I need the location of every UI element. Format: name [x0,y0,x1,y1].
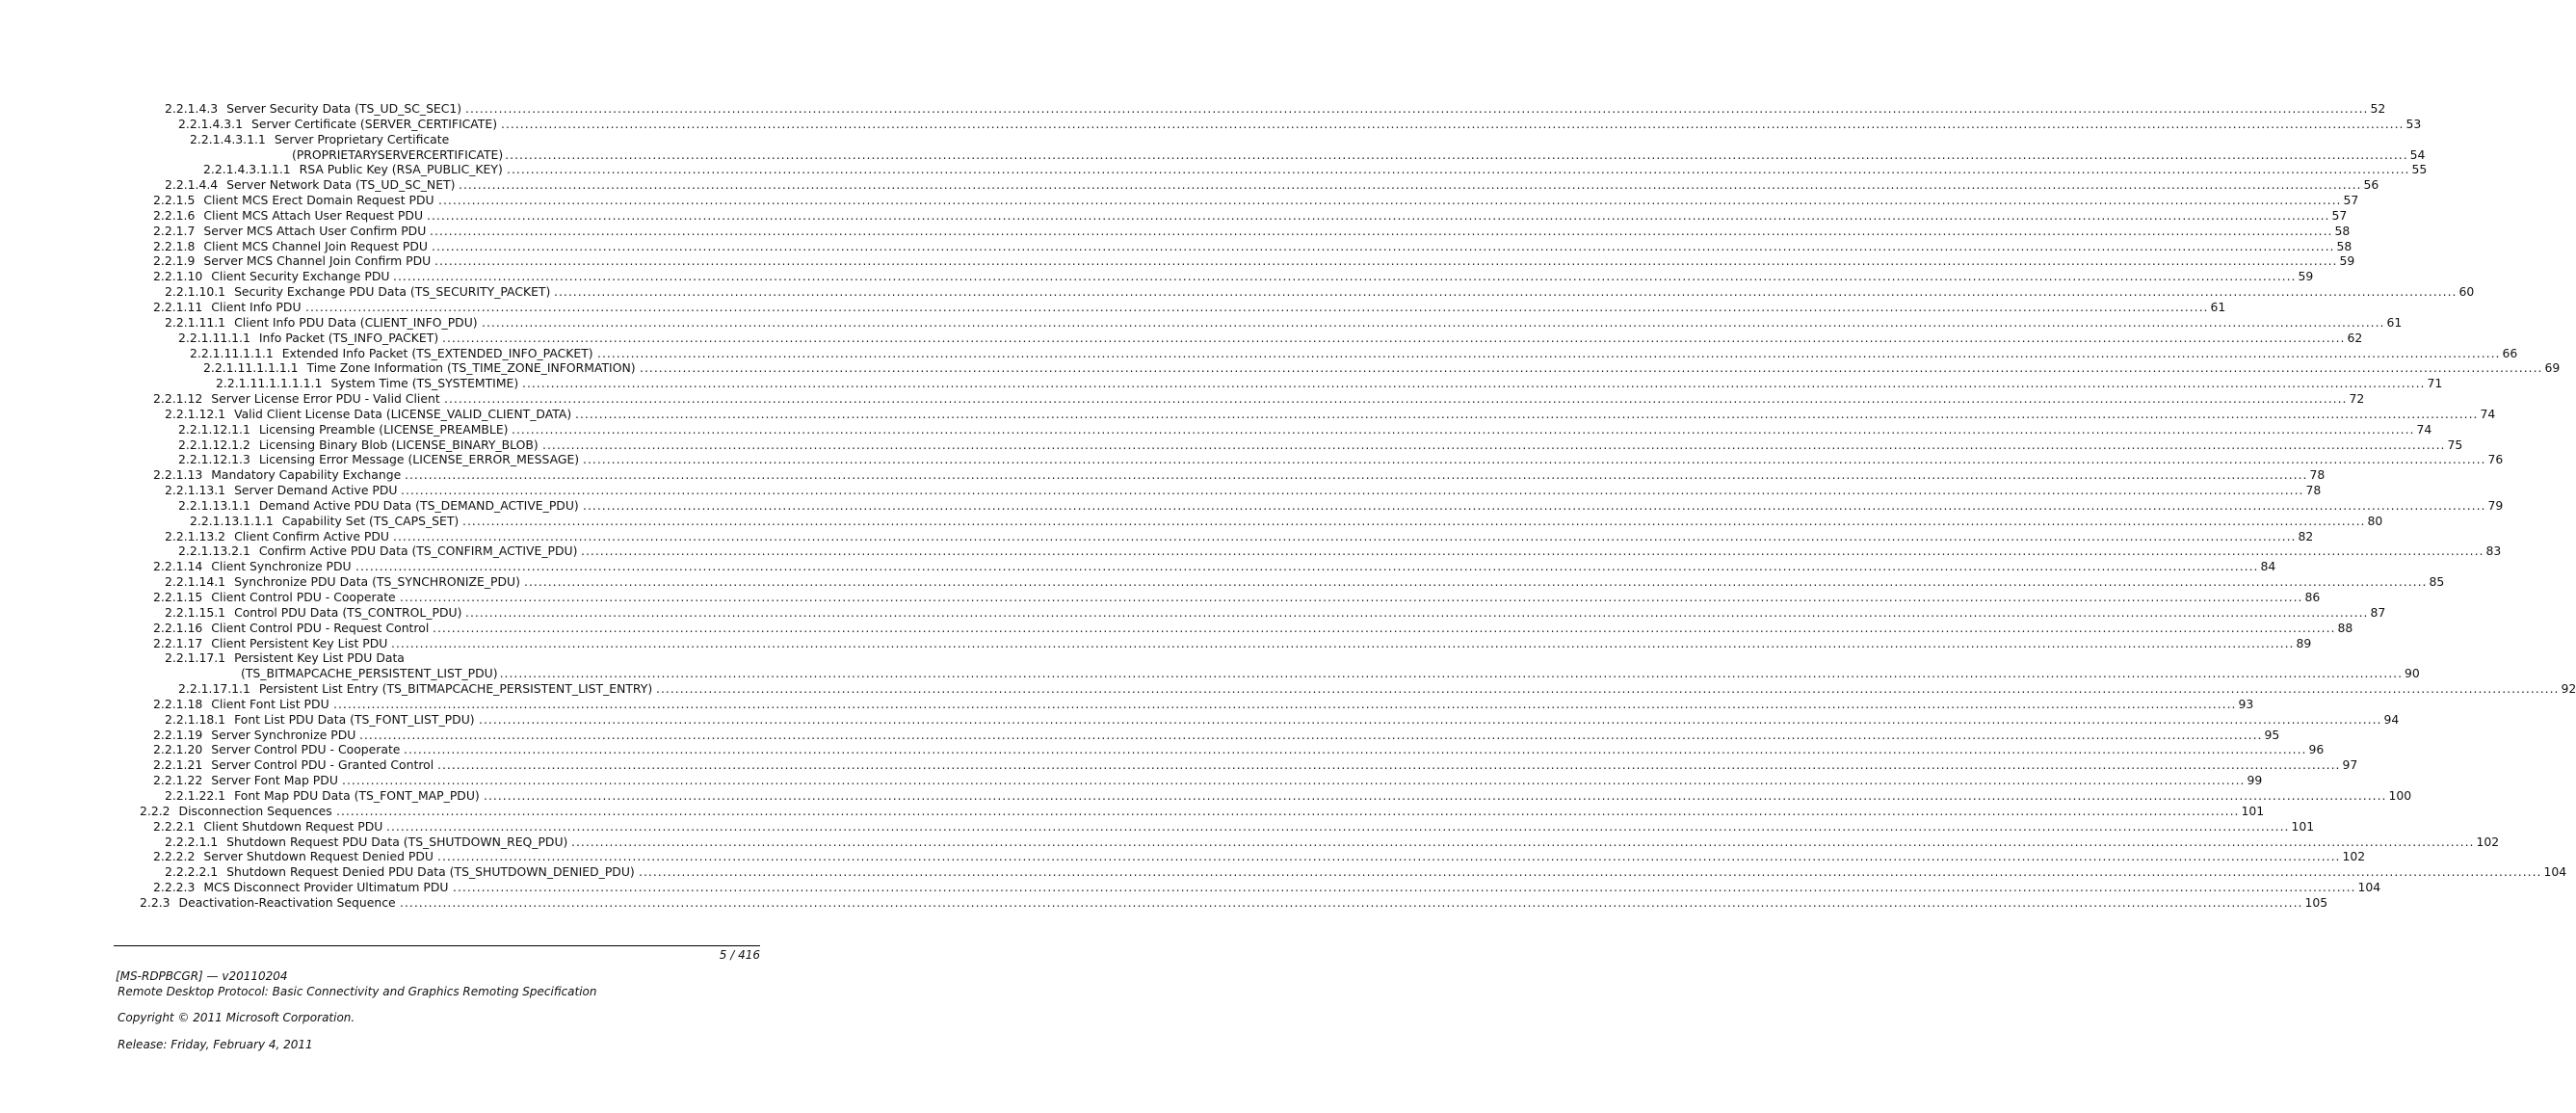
toc-entry-title: Server Certificate (SERVER_CERTIFICATE) [251,116,498,131]
dot-leader: ................................................................................................................................................................................................................................................................................................................................................................................................................ [438,193,2342,208]
toc-entry-title: Licensing Binary Blob (LICENSE_BINARY_BLOB) [258,437,539,452]
toc-entry[interactable] [0,284,2475,300]
toc-entry-page: 69 [2544,360,2561,376]
dot-leader: ................................................................................................................................................................................................................................................................................................................................................................................................................ [432,238,2335,253]
toc-entry-page: 102 [2342,849,2366,864]
toc-entry-page: 66 [2502,345,2518,360]
dot-leader: ................................................................................................................................................................................................................................................................................................................................................................................................................ [583,497,2486,513]
dot-leader: ................................................................................................................................................................................................................................................................................................................................................................................................................ [571,834,2475,849]
toc-entry-title: Client MCS Attach User Request PDU [203,207,424,223]
toc-entry-number: 2.2.1.4.3.1.1 [190,131,266,146]
toc-entry-number: 2.2.1.11 [153,299,203,314]
toc-entry-title: Licensing Error Message (LICENSE_ERROR_MESSAGE) [258,452,580,467]
toc-entry-page: 57 [2343,193,2359,208]
toc-entry-number: 2.2.1.13.1 [165,483,226,498]
toc-entry-number: 2.2.1.12.1 [165,406,226,421]
toc-entry-title: Synchronize PDU Data (TS_SYNCHRONIZE_PDU) [234,574,520,590]
toc-entry-number: 2.2.1.14 [153,559,203,574]
dot-leader: ................................................................................................................................................................................................................................................................................................................................................................................................................ [501,116,2405,131]
toc-entry-number: 2.2.1.9 [153,253,196,269]
toc-entry[interactable] [0,635,2312,651]
toc-entry-title: Time Zone Information (TS_TIME_ZONE_INFORMATION) [306,360,636,376]
dot-leader: ................................................................................................................................................................................................................................................................................................................................................................................................................ [393,528,2297,543]
toc-entry[interactable] [0,513,2383,529]
toc-entry-page: 94 [2383,711,2400,727]
toc-entry-title: Capability Set (TS_CAPS_SET) [281,513,460,528]
toc-entry-title: Client Confirm Active PDU [234,528,389,543]
toc-entry-page: 58 [2334,223,2351,238]
toc-entry-page: 88 [2337,620,2353,635]
dot-leader: ................................................................................................................................................................................................................................................................................................................................................................................................................ [391,635,2295,650]
toc-entry[interactable] [0,314,2403,331]
toc-entry-title: Server Security Data (TS_UD_SC_SEC1) [226,101,462,116]
dot-leader: ................................................................................................................................................................................................................................................................................................................................................................................................................ [336,803,2240,818]
dot-leader: ................................................................................................................................................................................................................................................................................................................................................................................................................ [465,604,2369,620]
dot-leader: ................................................................................................................................................................................................................................................................................................................................................................................................................ [597,345,2501,360]
toc-entry-title: Server MCS Attach User Confirm PDU [203,223,427,238]
toc-entry-page: 97 [2342,757,2358,773]
toc-entry-page: 78 [2305,483,2322,498]
toc-entry-title: Client Control PDU - Cooperate [211,590,396,604]
toc-entry-title: Server Font Map PDU [211,773,338,788]
toc-entry[interactable] [0,360,2561,376]
toc-entry-number: 2.2.1.12.1.1 [178,421,250,437]
dot-leader: ................................................................................................................................................................................................................................................................................................................................................................................................................ [400,894,2303,910]
toc-entry-page: 90 [2405,666,2420,681]
toc-entry-page: 55 [2411,162,2428,177]
page-number: 5 / 416 [719,948,760,962]
toc-entry-title: Demand Active PDU Data (TS_DEMAND_ACTIVE_PDU) [258,497,579,513]
dot-leader: ................................................................................................................................................................................................................................................................................................................................................................................................................ [542,437,2446,452]
toc-entry-page: 105 [2304,894,2328,910]
toc-entry[interactable] [0,711,2400,728]
dot-leader: ................................................................................................................................................................................................................................................................................................................................................................................................................ [524,574,2428,590]
toc-entry-page: 52 [2370,101,2386,116]
toc-entry[interactable] [0,467,2326,483]
dot-leader: ................................................................................................................................................................................................................................................................................................................................................................................................................ [479,711,2382,727]
dot-leader: ................................................................................................................................................................................................................................................................................................................................................................................................................ [459,177,2362,193]
toc-entry-page: 74 [2416,421,2432,437]
toc-entry-page: 56 [2363,177,2379,193]
toc-entry[interactable] [0,590,2321,605]
toc-entry[interactable] [0,559,2276,574]
toc-entry-number: 2.2.1.16 [153,620,203,635]
toc-entry-page: 104 [2357,880,2381,895]
toc-entry[interactable] [0,452,2504,467]
toc-entry-page: 79 [2487,497,2504,513]
toc-entry[interactable] [0,773,2263,788]
toc-entry-title: Server Shutdown Request Denied PDU [203,849,434,864]
toc-entry[interactable] [0,849,2366,864]
dot-leader: ................................................................................................................................................................................................................................................................................................................................................................................................................ [405,467,2308,483]
toc-entry-page: 104 [2543,864,2567,880]
toc-entry-title: Security Exchange PDU Data (TS_SECURITY_PACKET) [234,284,551,300]
dot-leader: ................................................................................................................................................................................................................................................................................................................................................................................................................ [656,681,2560,697]
toc-entry-page: 62 [2347,330,2363,345]
toc-entry-page: 83 [2485,543,2502,559]
toc-entry-title: Licensing Preamble (LICENSE_PREAMBLE) [258,421,509,437]
toc-entry-page: 59 [2339,253,2355,269]
toc-entry[interactable] [0,497,2504,514]
toc-entry-title: Extended Info Packet (TS_EXTENDED_INFO_PACKET) [281,345,593,360]
toc-entry-title: Control PDU Data (TS_CONTROL_PDU) [234,604,462,620]
dot-leader: ................................................................................................................................................................................................................................................................................................................................................................................................................ [453,880,2356,895]
toc-entry-number: 2.2.1.10 [153,269,203,284]
toc-entry-title-continued: (PROPRIETARYSERVERCERTIFICATE) [292,146,504,162]
toc-entry[interactable] [0,604,2386,621]
toc-entry-title: MCS Disconnect Provider Ultimatum PDU [203,880,449,895]
dot-leader: ................................................................................................................................................................................................................................................................................................................................................................................................................ [437,849,2341,864]
toc-entry-page: 59 [2298,269,2314,284]
toc-entry-page: 61 [2386,314,2403,330]
toc-entry[interactable] [0,620,2353,636]
toc-entry-page: 101 [2241,803,2265,818]
toc-entry-number: 2.2.1.12 [153,391,203,407]
toc-entry-title: Server License Error PDU - Valid Client [211,391,440,407]
toc-entry-number: 2.2.1.22.1 [165,787,226,803]
toc-entry[interactable] [0,757,2358,773]
toc-entry[interactable] [0,193,2359,208]
toc-entry-number: 2.2.1.19 [153,727,203,742]
toc-entry-title: Client Security Exchange PDU [211,269,390,284]
toc-entry-number: 2.2.1.18.1 [165,711,226,727]
toc-entry-page: 85 [2429,574,2445,590]
toc-entry[interactable] [0,880,2381,895]
toc-entry-title: RSA Public Key (RSA_PUBLIC_KEY) [299,162,503,177]
toc-entry-number: 2.2.1.11.1.1.1.1.1 [216,376,323,391]
dot-leader: ................................................................................................................................................................................................................................................................................................................................................................................................................ [333,696,2237,711]
toc-entry[interactable] [0,391,2365,407]
toc-entry-page: 102 [2476,834,2500,849]
dot-leader: ................................................................................................................................................................................................................................................................................................................................................................................................................ [507,162,2410,177]
toc-entry[interactable] [0,101,2386,117]
doc-id: [MS-RDPBCGR] — v20110204 [116,969,288,983]
dot-leader: ................................................................................................................................................................................................................................................................................................................................................................................................................ [442,330,2346,345]
dot-leader: ................................................................................................................................................................................................................................................................................................................................................................................................................ [462,513,2366,528]
dot-leader: ................................................................................................................................................................................................................................................................................................................................................................................................................ [400,590,2303,604]
toc-entry-title: Font Map PDU Data (TS_FONT_MAP_PDU) [234,787,480,803]
toc-entry[interactable] [0,818,2315,835]
toc-entry-page: 72 [2349,391,2365,407]
toc-entry[interactable] [0,650,2420,681]
toc-entry[interactable] [0,299,2226,315]
toc-entry-title: Server Control PDU - Cooperate [211,742,401,757]
toc-entry[interactable] [0,543,2502,559]
toc-entry[interactable] [0,834,2500,850]
doc-title: Remote Desktop Protocol: Basic Connectivity and Graphics Remoting Specification [118,985,597,998]
toc-entry-number: 2.2.1.15.1 [165,604,226,620]
dot-leader: ................................................................................................................................................................................................................................................................................................................................................................................................................ [342,773,2246,788]
toc-entry-title: Client MCS Erect Domain Request PDU [203,193,434,208]
dot-leader: ................................................................................................................................................................................................................................................................................................................................................................................................................ [554,284,2458,300]
toc-entry-title: Client Shutdown Request PDU [203,818,383,834]
toc-entry[interactable] [0,787,2412,804]
toc-entry-title: Valid Client License Data (LICENSE_VALID_CLIENT_DATA) [234,406,572,421]
toc-entry-number: 2.2.1.13.1.1 [178,497,250,513]
toc-entry-title: Mandatory Capability Exchange [211,467,402,483]
dot-leader: ................................................................................................................................................................................................................................................................................................................................................................................................................ [499,666,2404,681]
toc-entry-page: 80 [2367,513,2383,528]
toc-entry-number: 2.2.1.4.3.1.1.1 [203,162,291,177]
toc-entry-page: 86 [2304,590,2321,604]
toc-entry-title: Client Info PDU [211,299,302,314]
dot-leader: ................................................................................................................................................................................................................................................................................................................................................................................................................ [427,207,2330,223]
dot-leader: ................................................................................................................................................................................................................................................................................................................................................................................................................ [444,391,2348,407]
toc-entry-page: 87 [2370,604,2386,620]
dot-leader: ................................................................................................................................................................................................................................................................................................................................................................................................................ [433,620,2336,635]
toc-entry-page: 99 [2247,773,2263,788]
toc-entry-number: 2.2.2.3 [153,880,196,895]
toc-entry-page: 84 [2260,559,2276,574]
toc-entry-number: 2.2.1.11.1.1 [178,330,250,345]
toc-entry-number: 2.2.1.21 [153,757,203,773]
toc-entry-page: 96 [2308,742,2325,757]
dot-leader: ................................................................................................................................................................................................................................................................................................................................................................................................................ [430,223,2333,238]
dot-leader: ................................................................................................................................................................................................................................................................................................................................................................................................................ [393,269,2297,284]
toc-entry-title: Shutdown Request PDU Data (TS_SHUTDOWN_REQ_PDU) [226,834,568,849]
toc-entry-page: 101 [2291,818,2315,834]
toc-entry-title: Font List PDU Data (TS_FONT_LIST_PDU) [234,711,475,727]
toc-entry-page: 60 [2458,284,2475,300]
toc-entry[interactable] [0,864,2567,880]
toc-entry-page: 75 [2447,437,2463,452]
toc-entry-page: 53 [2405,116,2422,131]
toc-entry-number: 2.2.1.4.4 [165,177,219,193]
toc-entry-number: 2.2.1.7 [153,223,196,238]
toc-entry-title: Confirm Active PDU Data (TS_CONFIRM_ACTIVE_PDU) [258,543,578,559]
toc-entry-title: Client Font List PDU [211,696,329,711]
footer-divider [114,945,760,946]
toc-entry-title: Server Proprietary Certificate [274,131,450,146]
toc-entry-number: 2.2.1.13 [153,467,203,483]
toc-entry-number: 2.2.1.11.1.1.1 [190,345,274,360]
toc-entry-number: 2.2.1.5 [153,193,196,208]
toc-entry-number: 2.2.2.2.1 [165,864,219,880]
toc-entry-title: Shutdown Request Denied PDU Data (TS_SHUTDOWN_DENIED_PDU) [226,864,635,880]
dot-leader: ................................................................................................................................................................................................................................................................................................................................................................................................................ [355,559,2259,574]
toc-entry[interactable] [0,437,2463,453]
dot-leader: ................................................................................................................................................................................................................................................................................................................................................................................................................ [640,360,2543,376]
toc-entry-page: 78 [2309,467,2326,483]
toc-entry-number: 2.2.1.17.1.1 [178,681,250,697]
toc-entry[interactable] [0,253,2355,269]
toc-entry-page: 89 [2296,635,2312,650]
toc-entry-number: 2.2.2.2 [153,849,196,864]
toc-entry[interactable] [0,894,2328,911]
toc-entry-number: 2.2.1.10.1 [165,284,226,300]
dot-leader: ................................................................................................................................................................................................................................................................................................................................................................................................................ [305,299,2209,314]
toc-entry-number: 2.2.1.22 [153,773,203,788]
toc-entry-page: 100 [2388,787,2412,803]
toc-entry-number: 2.2.1.12.1.3 [178,452,250,467]
dot-leader: ................................................................................................................................................................................................................................................................................................................................................................................................................ [581,543,2484,559]
toc-entry-page: 57 [2331,207,2348,223]
toc-entry-title: Client Control PDU - Request Control [211,620,430,635]
dot-leader: ................................................................................................................................................................................................................................................................................................................................................................................................................ [465,101,2369,116]
dot-leader: ................................................................................................................................................................................................................................................................................................................................................................................................................ [401,483,2304,498]
toc-entry[interactable] [0,177,2379,193]
toc-entry-page: 92 [2561,681,2576,697]
toc-entry-title: Client Persistent Key List PDU [211,635,388,650]
toc-entry-page: 82 [2298,528,2314,543]
toc-entry-title: Persistent List Entry (TS_BITMAPCACHE_PERSISTENT_LIST_ENTRY) [258,681,653,697]
dot-leader: ................................................................................................................................................................................................................................................................................................................................................................................................................ [484,787,2387,803]
toc-entry-number: 2.2.1.18 [153,696,203,711]
release-date: Release: Friday, February 4, 2011 [118,1038,313,1051]
toc-entry-number: 2.2.1.13.2.1 [178,543,250,559]
toc-entry-number: 2.2.1.12.1.2 [178,437,250,452]
toc-entry[interactable] [0,238,2353,254]
toc-entry-page: 71 [2427,376,2443,391]
toc-entry-title: Disconnection Sequences [178,803,332,818]
toc-entry-number: 2.2.1.20 [153,742,203,757]
toc-entry[interactable] [0,131,2426,163]
dot-leader: ................................................................................................................................................................................................................................................................................................................................................................................................................ [437,757,2341,773]
dot-leader: ................................................................................................................................................................................................................................................................................................................................................................................................................ [386,818,2290,834]
toc-entry-title: System Time (TS_SYSTEMTIME) [330,376,519,391]
dot-leader: ................................................................................................................................................................................................................................................................................................................................................................................................................ [583,452,2486,467]
toc-entry[interactable] [0,223,2351,239]
toc-entry-title: Server Control PDU - Granted Control [211,757,434,773]
toc-entry-number: 2.2.1.4.3 [165,101,219,116]
table-of-contents [0,101,2576,911]
toc-entry-title: Client Synchronize PDU [211,559,352,574]
dot-leader: ................................................................................................................................................................................................................................................................................................................................................................................................................ [639,864,2542,880]
toc-entry-page: 61 [2210,299,2226,314]
dot-leader: ................................................................................................................................................................................................................................................................................................................................................................................................................ [434,253,2338,269]
toc-entry-title: Server Synchronize PDU [211,727,356,742]
toc-entry[interactable] [0,803,2265,819]
toc-entry[interactable] [0,681,2576,697]
toc-entry-page: 74 [2480,406,2496,421]
toc-entry-title: Persistent Key List PDU Data [234,650,405,666]
dot-leader: ................................................................................................................................................................................................................................................................................................................................................................................................................ [505,146,2408,162]
toc-entry-title: Server Demand Active PDU [234,483,398,498]
dot-leader: ................................................................................................................................................................................................................................................................................................................................................................................................................ [522,376,2426,391]
toc-entry-title: Info Packet (TS_INFO_PACKET) [258,330,439,345]
toc-entry-number: 2.2.1.17.1 [165,650,226,666]
toc-entry-title: Server Network Data (TS_UD_SC_NET) [226,177,456,193]
toc-entry[interactable] [0,421,2432,437]
toc-entry-page: 93 [2238,696,2254,711]
dot-leader: ................................................................................................................................................................................................................................................................................................................................................................................................................ [575,406,2479,421]
toc-entry[interactable] [0,330,2363,346]
dot-leader: ................................................................................................................................................................................................................................................................................................................................................................................................................ [512,421,2415,437]
toc-entry-page: 95 [2264,727,2280,742]
toc-entry-title: Deactivation-Reactivation Sequence [178,894,396,910]
toc-entry-page: 54 [2409,146,2426,162]
toc-entry[interactable] [0,483,2322,498]
toc-entry[interactable] [0,207,2348,224]
toc-entry-number: 2.2.1.4.3.1 [178,116,243,131]
toc-entry[interactable] [0,345,2518,361]
toc-entry[interactable] [0,269,2314,284]
toc-entry[interactable] [0,696,2254,712]
toc-entry-number: 2.2.2.1.1 [165,834,219,849]
toc-entry-number: 2.2.2 [140,803,171,818]
toc-entry-number: 2.2.1.17 [153,635,203,650]
toc-entry-number: 2.2.1.11.1 [165,314,226,330]
toc-entry[interactable] [0,162,2428,177]
dot-leader: ................................................................................................................................................................................................................................................................................................................................................................................................................ [482,314,2385,330]
toc-entry[interactable] [0,742,2325,757]
toc-entry[interactable] [0,406,2496,422]
toc-entry[interactable] [0,727,2280,743]
toc-entry-title: Server MCS Channel Join Confirm PDU [203,253,432,269]
toc-entry-page: 58 [2336,238,2353,253]
toc-entry-number: 2.2.1.13.1.1.1 [190,513,274,528]
toc-entry-number: 2.2.1.6 [153,207,196,223]
toc-entry[interactable] [0,574,2445,590]
dot-leader: ................................................................................................................................................................................................................................................................................................................................................................................................................ [359,727,2263,742]
toc-entry-title-continued: (TS_BITMAPCACHE_PERSISTENT_LIST_PDU) [241,666,498,681]
toc-entry-page: 76 [2487,452,2504,467]
toc-entry-number: 2.2.1.13.2 [165,528,226,543]
toc-entry[interactable] [0,528,2314,544]
dot-leader: ................................................................................................................................................................................................................................................................................................................................................................................................................ [404,742,2307,757]
toc-entry-number: 2.2.1.8 [153,238,196,253]
toc-entry-title: Client MCS Channel Join Request PDU [203,238,428,253]
toc-entry-number: 2.2.2.1 [153,818,196,834]
toc-entry-number: 2.2.1.11.1.1.1.1 [203,360,299,376]
toc-entry-number: 2.2.3 [140,894,171,910]
toc-entry[interactable] [0,376,2443,391]
toc-entry-title: Client Info PDU Data (CLIENT_INFO_PDU) [234,314,478,330]
toc-entry-number: 2.2.1.15 [153,590,203,604]
toc-entry[interactable] [0,116,2422,132]
toc-entry-number: 2.2.1.14.1 [165,574,226,590]
copyright: Copyright © 2011 Microsoft Corporation. [118,1011,355,1024]
